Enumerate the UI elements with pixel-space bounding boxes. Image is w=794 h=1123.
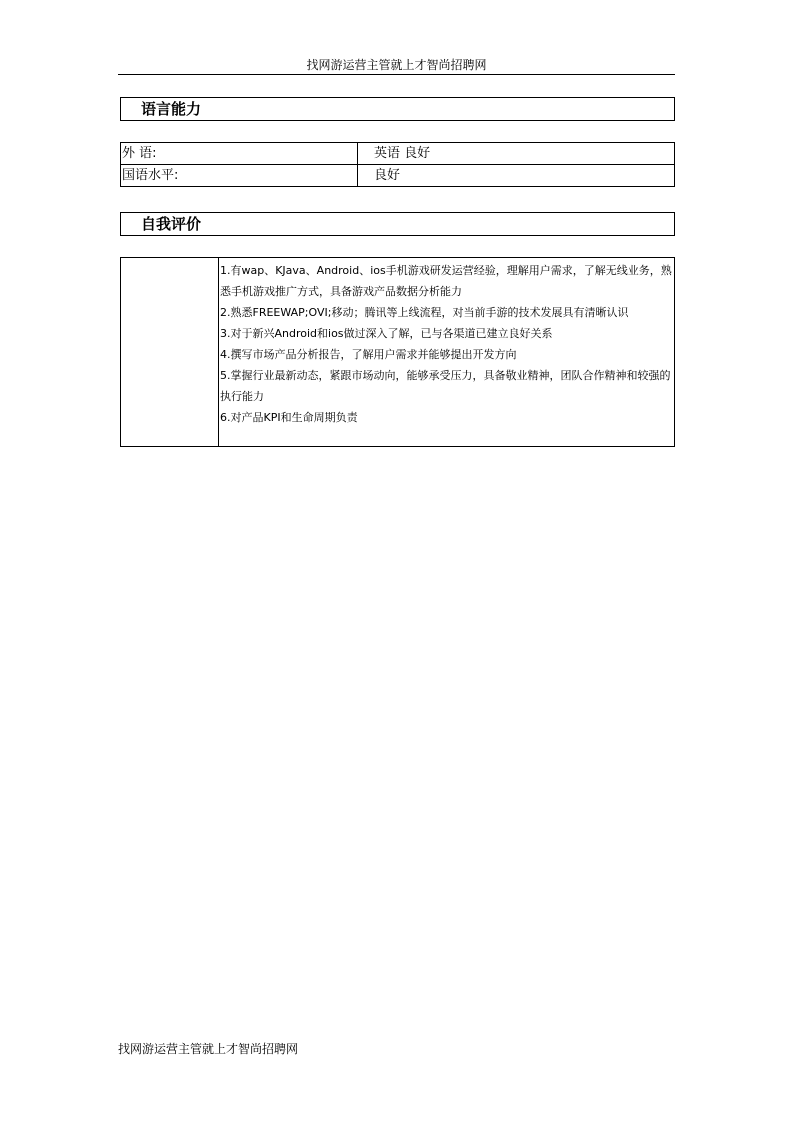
self-evaluation-item: 1.有wap、KJava、Android、ios手机游戏研发运营经验，理解用户需求，了解无线业务，熟悉手机游戏推广方式，具备游戏产品数据分析能力 (220, 264, 672, 298)
table-row (121, 165, 675, 187)
self-evaluation-item: 6.对产品KPI和生命周期负责 (220, 411, 358, 424)
page-header: 找网游运营主管就上才智尚招聘网 (306, 58, 487, 72)
self-evaluation-item: 5.掌握行业最新动态，紧跟市场动向，能够承受压力，具备敬业精神，团队合作精神和较强的执行能力 (220, 369, 671, 403)
self-evaluation-item: 3.对于新兴Android和ios做过深入了解，已与各渠道已建立良好关系 (220, 327, 553, 340)
language-section-title-text: 语言能力 (141, 100, 202, 118)
table-row (121, 143, 675, 165)
self-evaluation-table (120, 257, 675, 447)
self-evaluation-section-title (120, 212, 675, 236)
language-table (120, 142, 675, 187)
page-footer: 找网游运营主管就上才智尚招聘网 (118, 1042, 299, 1056)
self-evaluation-item: 4.撰写市场产品分析报告，了解用户需求并能够提出开发方向 (220, 348, 517, 361)
mandarin-level-label: 国语水平: (121, 165, 358, 187)
self-evaluation-section-title-text: 自我评价 (141, 215, 202, 233)
language-section-title (120, 97, 675, 121)
self-evaluation-content-cell (219, 258, 675, 447)
header-divider (118, 74, 675, 75)
foreign-language-label: 外 语: (121, 143, 358, 165)
table-row (121, 258, 675, 447)
foreign-language-value: 英语 良好 (358, 143, 675, 165)
self-evaluation-empty-cell (121, 258, 219, 447)
self-evaluation-item: 2.熟悉FREEWAP;OVI;移动；腾讯等上线流程，对当前手游的技术发展具有清晰认识 (220, 306, 629, 319)
mandarin-level-value: 良好 (358, 165, 675, 187)
